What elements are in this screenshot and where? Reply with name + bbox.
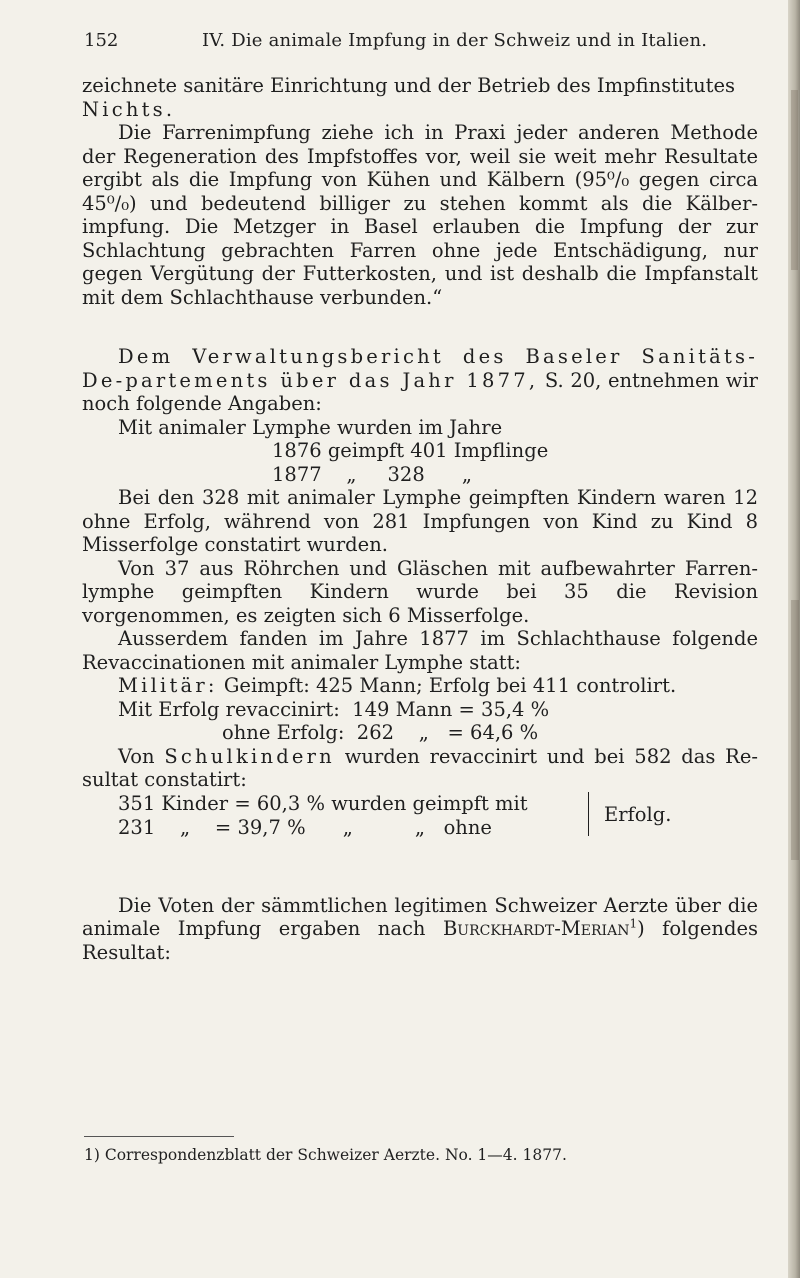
schulkinder-row-ohne: 231 „ = 39,7 % „ „ ohne bbox=[118, 815, 492, 839]
footnote: 1) Correspondenzblatt der Schweizer Aerzte. No. 1—4. 1877. bbox=[84, 1146, 567, 1164]
brace-label: Erfolg. bbox=[604, 802, 672, 826]
paragraph-continuation-line2: Nichts. bbox=[82, 97, 176, 121]
schulkinder-row-mit: 351 Kinder = 60,3 % wurden geimpft mit bbox=[118, 791, 528, 815]
footnote-rule bbox=[84, 1136, 234, 1137]
militaer-row-ohne-erfolg: ohne Erfolg: 262 „ = 64,6 % bbox=[222, 721, 539, 744]
militaer-label: Militär: bbox=[118, 674, 218, 697]
paragraph-voten: Die Voten der sämmtlichen legitimen Schweizer Aerzte über die animale Impfung ergaben nach Burckhardt-Merian$^1$) folgendes Resultat: bbox=[82, 893, 758, 964]
page-body bbox=[82, 74, 758, 964]
paragraph-revaccinationen: Ausserdem fanden im Jahre 1877 im Schlachthause folgende Revaccinationen mit animaler Lymphe statt: bbox=[82, 627, 758, 674]
lymphe-intro: Mit animaler Lymphe wurden im Jahre bbox=[118, 415, 503, 439]
militaer-line bbox=[82, 674, 758, 698]
militaer-text: Geimpft: 425 Mann; Erfolg bei 411 controlirt. bbox=[217, 674, 677, 697]
report-rest: S. 20, entnehmen wir noch folgende Angaben: bbox=[82, 368, 758, 415]
schulkinder-label: Schulkindern bbox=[164, 744, 335, 768]
lymphe-row-1877: 1877 „ 328 „ bbox=[272, 462, 473, 486]
militaer-row-mit-erfolg: Mit Erfolg revaccinirt: 149 Mann = 35,4 % bbox=[118, 697, 550, 721]
running-head: IV. Die animale Impfung in der Schweiz und in Italien. bbox=[202, 30, 708, 51]
paragraph-verwaltungsbericht bbox=[82, 345, 758, 416]
page-edge bbox=[788, 0, 800, 1278]
lymphe-row-1876: 1876 geimpft 401 Impflinge bbox=[272, 439, 549, 462]
footnote-marker: 1 bbox=[629, 916, 638, 931]
paragraph-schulkinder: Von Schulkindern wurden revaccinirt und bei 582 das Re-sultat constatirt: bbox=[82, 744, 758, 791]
paragraph-continuation-line1: zeichnete sanitäre Einrichtung und der Betrieb des Impfinstitutes bbox=[82, 74, 736, 97]
page-header bbox=[78, 22, 768, 52]
schulkinder-table bbox=[118, 792, 758, 844]
paragraph-kinder: Bei den 328 mit animaler Lymphe geimpften Kindern waren 12 ohne Erfolg, während von 281 Impfungen von Kind zu Kind 8 Misserfolge constatirt wurden. bbox=[82, 486, 758, 556]
page-number: 152 bbox=[84, 30, 119, 51]
report-title: Dem Verwaltungsbericht des Baseler Sanitäts-De-partements über das Jahr 1877, bbox=[82, 345, 758, 392]
paragraph-roehrchen: Von 37 aus Röhrchen und Gläschen mit aufbewahrter Farren-lymphe geimpften Kindern wurde bei 35 die Revision vorgenommen, es zeigten sich 6 Misserfolge. bbox=[82, 556, 758, 627]
curly-brace bbox=[588, 792, 595, 836]
paragraph-continuation bbox=[82, 74, 758, 121]
author-name: Burckhardt-Merian bbox=[442, 917, 630, 940]
paragraph-farrenimpfung: Die Farrenimpfung ziehe ich in Praxi jeder anderen Methode der Regeneration des Impfstoffes vor, weil sie weit mehr Resultate ergibt als die Impfung von Kühen und Kälbern (95⁰/₀ gegen circa 45⁰/₀) und bedeutend billiger zu stehen kommt als die Kälber-impfung. Die Metzger in Basel erlauben die Impfung der zur Schlachtung gebrachten Farren ohne jede Entschädigung, nur gegen Vergütung der Futterkosten, und ist deshalb die Impfanstalt mit dem Schlachthause verbunden.“ bbox=[82, 121, 758, 309]
